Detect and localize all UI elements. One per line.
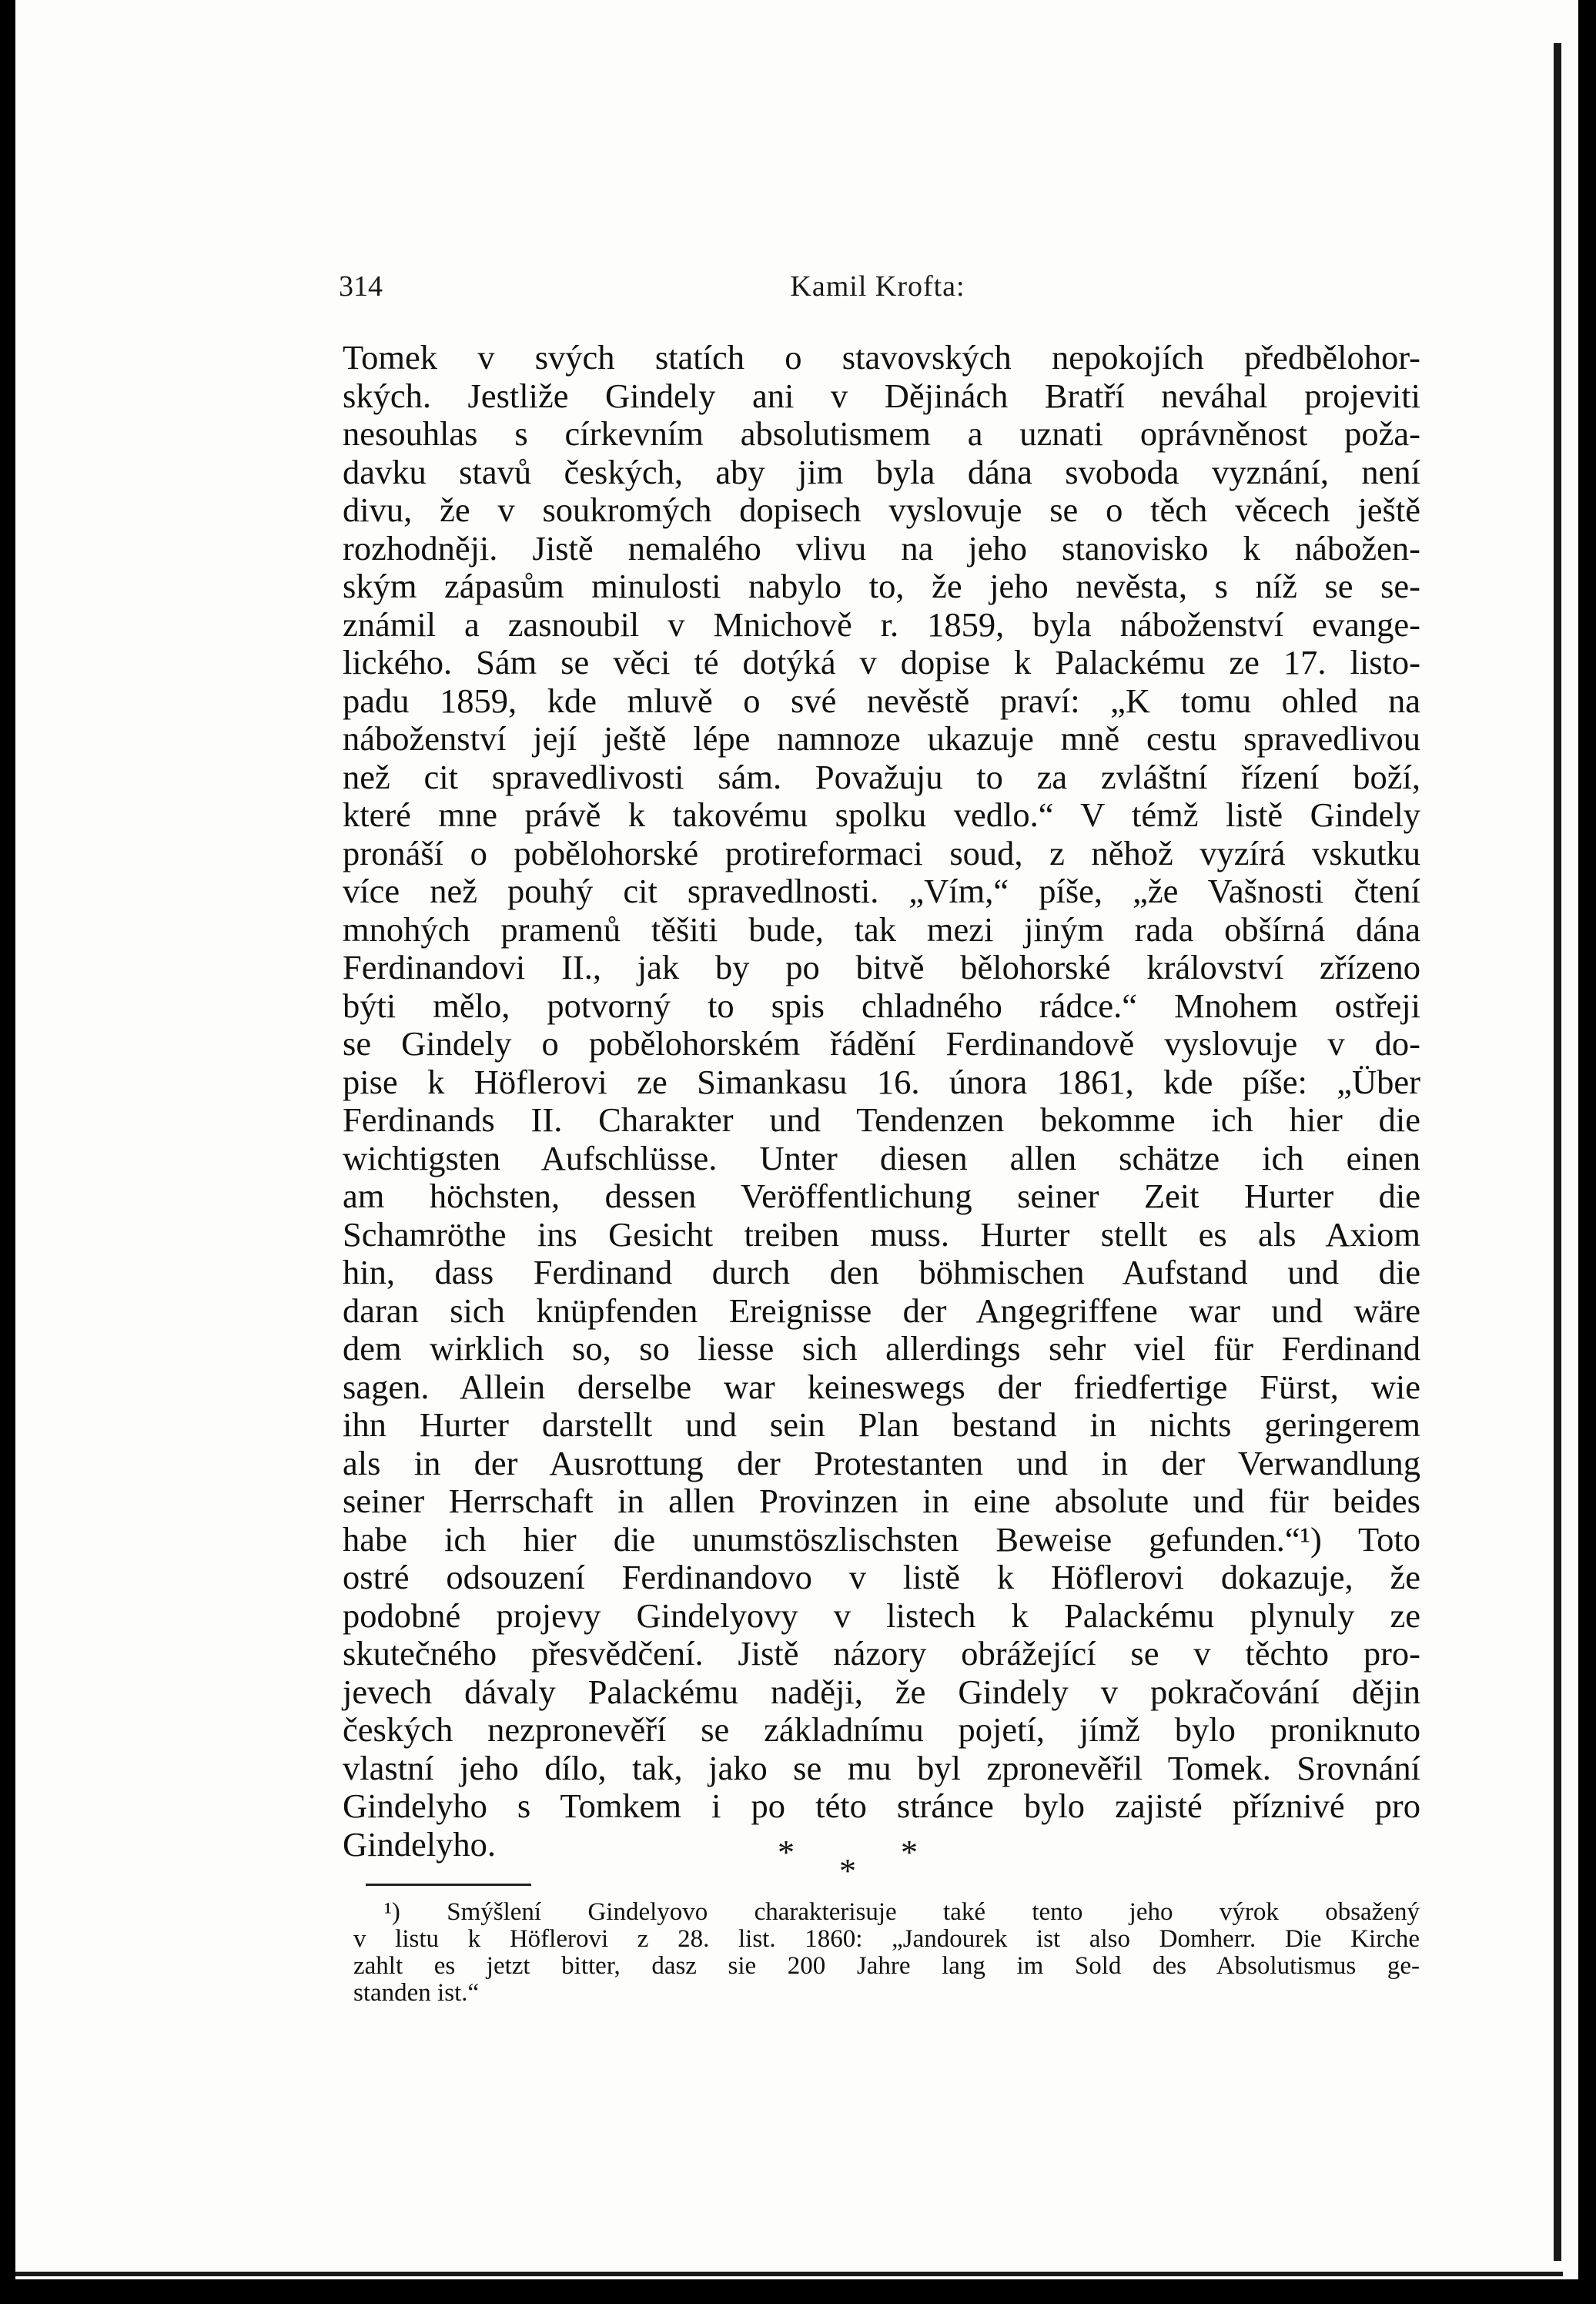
- text-line: ihn Hurter darstellt und sein Plan bestand in nichts geringerem: [343, 1405, 1420, 1444]
- text-line: více než pouhý cit spravedlnosti. „Vím,“ píše, „že Vašnosti čtení: [343, 872, 1420, 910]
- text-line: Ferdinands II. Charakter und Tendenzen bekomme ich hier die: [343, 1100, 1420, 1139]
- text-line: divu, že v soukromých dopisech vyslovuje se o těch věcech ještě: [343, 491, 1420, 529]
- body-text: [343, 339, 1420, 1864]
- footnote-line: ¹) Smýšlení Gindelyovo charakterisuje také tento jeho výrok obsažený: [384, 1898, 1420, 1926]
- text-line: davku stavů českých, aby jim byla dána svoboda vyznání, není: [343, 452, 1420, 491]
- text-line: ostré odsouzení Ferdinandovo v listě k Höflerovi dokazuje, že: [343, 1558, 1420, 1596]
- text-line: Ferdinandovi II., jak by po bitvě bělohorské království zřízeno: [343, 948, 1420, 986]
- footnote-rule: [366, 1884, 531, 1886]
- text-line: známil a zasnoubil v Mnichově r. 1859, byla náboženství evange-: [343, 604, 1420, 644]
- text-line: habe ich hier die unumstöszlischsten Beweise gefunden.“¹) Toto: [343, 1519, 1420, 1559]
- footnote-line: standen ist.“: [353, 1979, 480, 2007]
- text-line: než cit spravedlivosti sám. Považuju to za zvláštní řízení boží,: [343, 757, 1420, 796]
- section-separator: [778, 1833, 1009, 1894]
- text-line: se Gindely o pobělohorském řádění Ferdinandově vyslovuje v do-: [343, 1024, 1420, 1063]
- text-line: als in der Ausrottung der Protestanten und in der Verwandlung: [343, 1443, 1420, 1482]
- text-line: padu 1859, kde mluvě o své nevěstě praví: „K tomu ohled na: [343, 681, 1420, 720]
- page-edge-bottom: [15, 2272, 1563, 2276]
- separator-star: *: [901, 1833, 918, 1871]
- text-line: podobné projevy Gindelyovy v listech k Palackému plynuly ze: [343, 1596, 1420, 1635]
- text-line: českých nezpronevěří se základnímu pojetí, jímž bylo proniknuto: [343, 1710, 1420, 1749]
- text-line: vlastní jeho dílo, tak, jako se mu byl zpronevěřil Tomek. Srovnání: [343, 1748, 1420, 1787]
- text-line: skutečného přesvědčení. Jistě názory obrážející se v těchto pro-: [343, 1634, 1420, 1673]
- separator-star: *: [778, 1833, 795, 1871]
- text-line: wichtigsten Aufschlüsse. Unter diesen allen schätze ich einen: [343, 1138, 1420, 1177]
- separator-star: *: [839, 1852, 856, 1890]
- text-line: am höchsten, dessen Veröffentlichung seiner Zeit Hurter die: [343, 1177, 1420, 1215]
- text-line: dem wirklich so, so liesse sich allerdings sehr viel für Ferdinand: [343, 1329, 1420, 1368]
- text-line: Schamröthe ins Gesicht treiben muss. Hurter stellt es als Axiom: [343, 1214, 1420, 1254]
- text-line: pronáší o pobělohorské protireformaci soud, z něhož vyzírá vskutku: [343, 833, 1420, 872]
- page-number: 314: [339, 270, 383, 303]
- text-line: jevech dávaly Palackému naději, že Gindely v pokračování dějin: [343, 1672, 1420, 1711]
- running-title: Kamil Krofta:: [790, 270, 965, 303]
- text-line: sagen. Allein derselbe war keineswegs der friedfertige Fürst, wie: [343, 1367, 1420, 1406]
- text-line: ským zápasům minulosti nabylo to, že jeho nevěsta, s níž se se-: [343, 567, 1420, 605]
- text-line: rozhodněji. Jistě nemalého vlivu na jeho stanovisko k nábožen-: [343, 528, 1420, 568]
- footnote: [353, 1899, 1420, 2007]
- text-line: seiner Herrschaft in allen Provinzen in eine absolute und für beides: [343, 1482, 1420, 1520]
- text-line: ských. Jestliže Gindely ani v Dějinách Bratří neváhal projeviti: [343, 376, 1420, 415]
- text-line: které mne právě k takovému spolku vedlo.“ V témž listě Gindely: [343, 795, 1420, 834]
- text-line: Tomek v svých statích o stavovských nepokojích předbělohor-: [343, 338, 1420, 377]
- footnote-line: zahlt es jetzt bitter, dasz sie 200 Jahre lang im Sold des Absolutismus ge-: [353, 1952, 1420, 1980]
- page-header: [339, 270, 1417, 308]
- text-line: pise k Höflerovi ze Simankasu 16. února 1861, kde píše: „Über: [343, 1062, 1420, 1101]
- text-line: hin, dass Ferdinand durch den böhmischen Aufstand und die: [343, 1253, 1420, 1291]
- text-line: lického. Sám se věci té dotýká v dopise k Palackému ze 17. listo-: [343, 643, 1420, 681]
- page-edge-right: [1554, 43, 1561, 2261]
- text-line: náboženství její ještě lépe namnoze ukazuje mně cestu spravedlivou: [343, 719, 1420, 758]
- text-line: Gindelyho s Tomkem i po této stránce bylo zajisté příznivé pro: [343, 1787, 1420, 1825]
- text-line: býti mělo, potvorný to spis chladného rádce.“ Mnohem ostřeji: [343, 986, 1420, 1025]
- text-line: mnohých pramenů těšiti bude, tak mezi jiným rada obšírná dána: [343, 909, 1420, 949]
- text-line: daran sich knüpfenden Ereignisse der Angegriffene war und wäre: [343, 1291, 1420, 1330]
- text-line: Gindelyho.: [343, 1824, 496, 1864]
- text-line: nesouhlas s církevním absolutismem a uznati oprávněnost poža-: [343, 414, 1420, 453]
- footnote-line: v listu k Höflerovi z 28. list. 1860: „Jandourek ist also Domherr. Die Kirche: [353, 1925, 1420, 1953]
